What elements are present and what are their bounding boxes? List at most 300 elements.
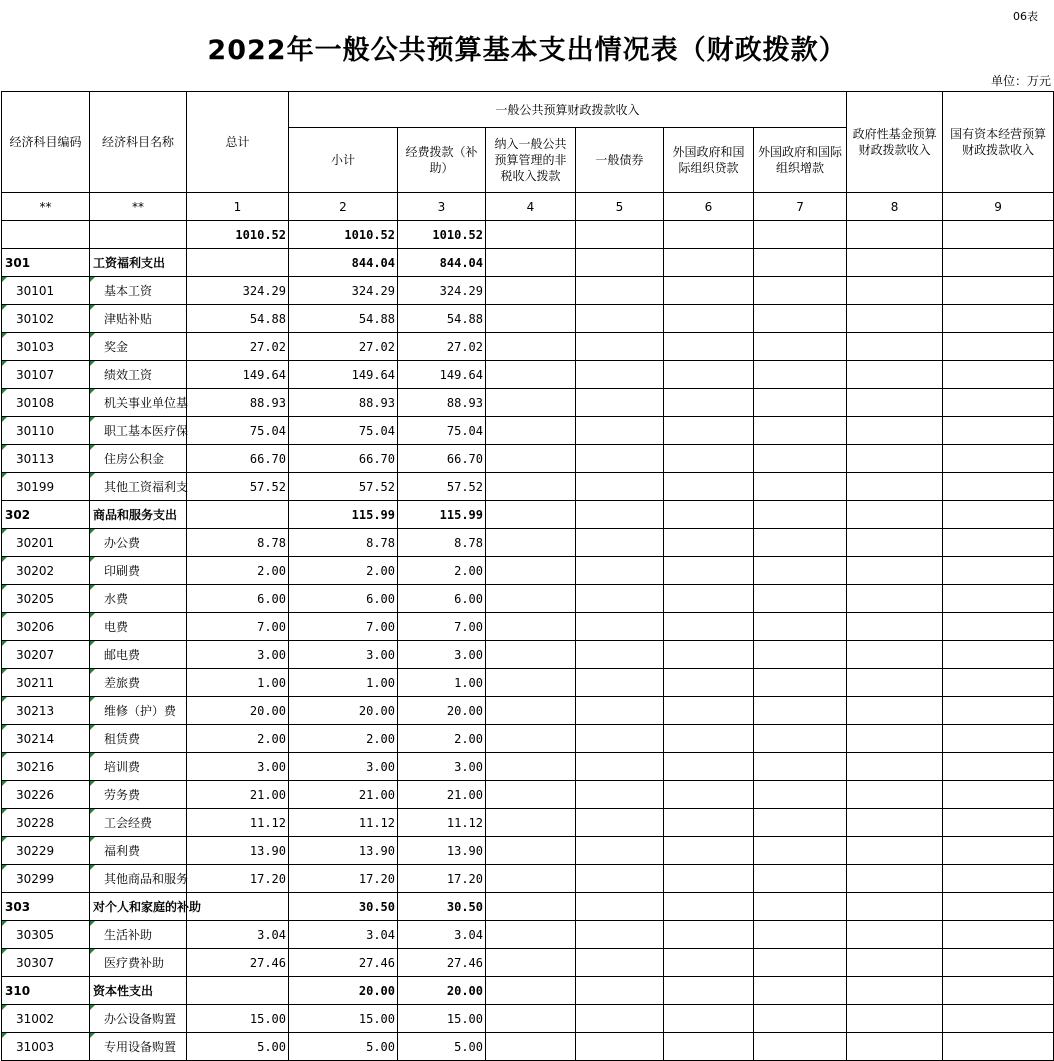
funds-cell: 54.88 bbox=[398, 305, 486, 333]
empty-cell bbox=[576, 305, 664, 333]
total-cell: 13.90 bbox=[187, 837, 289, 865]
name-cell: 劳务费 bbox=[90, 781, 187, 809]
code-cell: 30228 bbox=[2, 809, 90, 837]
empty-cell bbox=[486, 809, 576, 837]
empty-cell bbox=[486, 557, 576, 585]
empty-cell bbox=[847, 473, 943, 501]
subtotal-cell: 2.00 bbox=[289, 725, 398, 753]
empty-cell bbox=[847, 221, 943, 249]
name-cell: 绩效工资 bbox=[90, 361, 187, 389]
table-row bbox=[2, 669, 1054, 697]
total-cell: 2.00 bbox=[187, 557, 289, 585]
name-cell: 住房公积金 bbox=[90, 445, 187, 473]
name-cell: 机关事业单位基 bbox=[90, 389, 187, 417]
table-row bbox=[2, 1033, 1054, 1061]
empty-cell bbox=[847, 305, 943, 333]
empty-cell bbox=[943, 417, 1054, 445]
empty-cell bbox=[486, 781, 576, 809]
empty-cell bbox=[486, 893, 576, 921]
index-cell: 4 bbox=[486, 193, 576, 221]
empty-cell bbox=[486, 473, 576, 501]
empty-cell bbox=[847, 865, 943, 893]
empty-cell bbox=[754, 473, 847, 501]
name-cell: 商品和服务支出 bbox=[90, 501, 187, 529]
empty-cell bbox=[754, 781, 847, 809]
subtotal-cell: 20.00 bbox=[289, 977, 398, 1005]
index-cell: ** bbox=[90, 193, 187, 221]
empty-cell bbox=[486, 249, 576, 277]
subtotal-cell: 57.52 bbox=[289, 473, 398, 501]
empty-cell bbox=[943, 557, 1054, 585]
name-cell: 其他商品和服务 bbox=[90, 865, 187, 893]
empty-cell bbox=[664, 641, 754, 669]
form-number: 06表 bbox=[1013, 10, 1038, 23]
funds-cell: 57.52 bbox=[398, 473, 486, 501]
table-row bbox=[2, 277, 1054, 305]
header-funds: 经费拨款（补助） bbox=[398, 128, 486, 193]
empty-cell bbox=[664, 809, 754, 837]
empty-cell bbox=[754, 305, 847, 333]
empty-cell bbox=[754, 445, 847, 473]
empty-cell bbox=[576, 697, 664, 725]
code-cell: 30110 bbox=[2, 417, 90, 445]
total-cell: 8.78 bbox=[187, 529, 289, 557]
funds-cell: 324.29 bbox=[398, 277, 486, 305]
empty-cell bbox=[754, 641, 847, 669]
code-cell: 30107 bbox=[2, 361, 90, 389]
name-cell: 其他工资福利支 bbox=[90, 473, 187, 501]
funds-cell: 8.78 bbox=[398, 529, 486, 557]
table-row bbox=[2, 361, 1054, 389]
code-cell: 30205 bbox=[2, 585, 90, 613]
total-cell: 27.02 bbox=[187, 333, 289, 361]
empty-cell bbox=[664, 361, 754, 389]
empty-cell bbox=[486, 501, 576, 529]
empty-cell bbox=[943, 921, 1054, 949]
empty-cell bbox=[847, 977, 943, 1005]
total-cell: 3.04 bbox=[187, 921, 289, 949]
table-row bbox=[2, 1005, 1054, 1033]
table-row bbox=[2, 333, 1054, 361]
header-foreign-loan: 外国政府和国际组织贷款 bbox=[664, 128, 754, 193]
empty-cell bbox=[847, 781, 943, 809]
code-cell: 30305 bbox=[2, 921, 90, 949]
empty-cell bbox=[754, 529, 847, 557]
empty-cell bbox=[754, 865, 847, 893]
empty-cell bbox=[486, 1033, 576, 1061]
subtotal-cell: 54.88 bbox=[289, 305, 398, 333]
unit-label: 单位：万元 bbox=[990, 74, 1051, 88]
header-total: 总计 bbox=[187, 92, 289, 193]
funds-cell: 6.00 bbox=[398, 585, 486, 613]
subtotal-cell: 3.00 bbox=[289, 641, 398, 669]
empty-cell bbox=[754, 809, 847, 837]
funds-cell: 15.00 bbox=[398, 1005, 486, 1033]
code-cell: 31003 bbox=[2, 1033, 90, 1061]
table-row bbox=[2, 445, 1054, 473]
total-cell: 57.52 bbox=[187, 473, 289, 501]
empty-cell bbox=[576, 781, 664, 809]
subtotal-cell: 1010.52 bbox=[289, 221, 398, 249]
empty-cell bbox=[664, 949, 754, 977]
empty-cell bbox=[664, 893, 754, 921]
empty-cell bbox=[754, 921, 847, 949]
empty-cell bbox=[754, 1005, 847, 1033]
subtotal-cell: 88.93 bbox=[289, 389, 398, 417]
index-cell: 6 bbox=[664, 193, 754, 221]
empty-cell bbox=[486, 361, 576, 389]
total-cell: 7.00 bbox=[187, 613, 289, 641]
index-cell: 7 bbox=[754, 193, 847, 221]
name-cell: 奖金 bbox=[90, 333, 187, 361]
funds-cell: 1.00 bbox=[398, 669, 486, 697]
name-cell: 职工基本医疗保 bbox=[90, 417, 187, 445]
empty-cell bbox=[943, 613, 1054, 641]
empty-cell bbox=[943, 333, 1054, 361]
empty-cell bbox=[754, 249, 847, 277]
code-cell: 30213 bbox=[2, 697, 90, 725]
subtotal-cell: 11.12 bbox=[289, 809, 398, 837]
empty-cell bbox=[664, 333, 754, 361]
funds-cell: 75.04 bbox=[398, 417, 486, 445]
empty-cell bbox=[943, 781, 1054, 809]
subtotal-cell: 8.78 bbox=[289, 529, 398, 557]
index-cell: 5 bbox=[576, 193, 664, 221]
empty-cell bbox=[754, 1033, 847, 1061]
table-row bbox=[2, 473, 1054, 501]
empty-cell bbox=[664, 977, 754, 1005]
empty-cell bbox=[943, 305, 1054, 333]
empty-cell bbox=[664, 753, 754, 781]
subtotal-cell: 21.00 bbox=[289, 781, 398, 809]
code-cell bbox=[2, 221, 90, 249]
total-cell: 3.00 bbox=[187, 641, 289, 669]
empty-cell bbox=[664, 725, 754, 753]
empty-cell bbox=[754, 221, 847, 249]
empty-cell bbox=[486, 1005, 576, 1033]
subtotal-cell: 844.04 bbox=[289, 249, 398, 277]
empty-cell bbox=[664, 613, 754, 641]
empty-cell bbox=[576, 921, 664, 949]
empty-cell bbox=[943, 977, 1054, 1005]
header-gov-fund: 政府性基金预算财政拨款收入 bbox=[847, 92, 943, 193]
subtotal-cell: 2.00 bbox=[289, 557, 398, 585]
total-cell: 17.20 bbox=[187, 865, 289, 893]
empty-cell bbox=[576, 277, 664, 305]
total-cell: 27.46 bbox=[187, 949, 289, 977]
total-cell bbox=[187, 249, 289, 277]
funds-cell: 3.04 bbox=[398, 921, 486, 949]
empty-cell bbox=[486, 333, 576, 361]
total-cell: 6.00 bbox=[187, 585, 289, 613]
total-cell: 66.70 bbox=[187, 445, 289, 473]
table-row bbox=[2, 613, 1054, 641]
header-subtotal: 小计 bbox=[289, 128, 398, 193]
empty-cell bbox=[754, 949, 847, 977]
code-cell: 30299 bbox=[2, 865, 90, 893]
code-cell: 30199 bbox=[2, 473, 90, 501]
empty-cell bbox=[576, 389, 664, 417]
empty-cell bbox=[576, 1005, 664, 1033]
empty-cell bbox=[576, 529, 664, 557]
subtotal-cell: 17.20 bbox=[289, 865, 398, 893]
code-cell: 30214 bbox=[2, 725, 90, 753]
header-foreign-grant: 外国政府和国际组织增款 bbox=[754, 128, 847, 193]
index-row bbox=[2, 193, 1054, 221]
code-cell: 30108 bbox=[2, 389, 90, 417]
empty-cell bbox=[754, 501, 847, 529]
total-cell: 88.93 bbox=[187, 389, 289, 417]
funds-cell: 66.70 bbox=[398, 445, 486, 473]
subtotal-cell: 27.46 bbox=[289, 949, 398, 977]
funds-cell: 11.12 bbox=[398, 809, 486, 837]
table-row bbox=[2, 529, 1054, 557]
empty-cell bbox=[847, 417, 943, 445]
table-row bbox=[2, 753, 1054, 781]
subtotal-cell: 149.64 bbox=[289, 361, 398, 389]
name-cell: 工资福利支出 bbox=[90, 249, 187, 277]
code-cell: 302 bbox=[2, 501, 90, 529]
name-cell: 生活补助 bbox=[90, 921, 187, 949]
empty-cell bbox=[943, 753, 1054, 781]
empty-cell bbox=[754, 697, 847, 725]
empty-cell bbox=[664, 529, 754, 557]
funds-cell: 3.00 bbox=[398, 641, 486, 669]
code-cell: 30307 bbox=[2, 949, 90, 977]
empty-cell bbox=[943, 585, 1054, 613]
empty-cell bbox=[847, 921, 943, 949]
empty-cell bbox=[847, 333, 943, 361]
empty-cell bbox=[754, 837, 847, 865]
empty-cell bbox=[943, 697, 1054, 725]
total-cell: 1.00 bbox=[187, 669, 289, 697]
empty-cell bbox=[576, 753, 664, 781]
total-cell bbox=[187, 977, 289, 1005]
empty-cell bbox=[754, 277, 847, 305]
subtotal-cell: 75.04 bbox=[289, 417, 398, 445]
empty-cell bbox=[664, 501, 754, 529]
empty-cell bbox=[847, 837, 943, 865]
empty-cell bbox=[847, 361, 943, 389]
category-row bbox=[2, 893, 1054, 921]
empty-cell bbox=[576, 333, 664, 361]
table-row bbox=[2, 781, 1054, 809]
empty-cell bbox=[754, 417, 847, 445]
index-cell: 3 bbox=[398, 193, 486, 221]
index-cell: 1 bbox=[187, 193, 289, 221]
empty-cell bbox=[486, 277, 576, 305]
budget-table bbox=[1, 91, 1054, 1061]
code-cell: 30211 bbox=[2, 669, 90, 697]
empty-cell bbox=[943, 277, 1054, 305]
empty-cell bbox=[754, 977, 847, 1005]
empty-cell bbox=[943, 865, 1054, 893]
empty-cell bbox=[486, 417, 576, 445]
header-name: 经济科目名称 bbox=[90, 92, 187, 193]
code-cell: 30206 bbox=[2, 613, 90, 641]
empty-cell bbox=[664, 697, 754, 725]
code-cell: 31002 bbox=[2, 1005, 90, 1033]
header-row-1 bbox=[2, 92, 1054, 128]
empty-cell bbox=[664, 921, 754, 949]
empty-cell bbox=[754, 613, 847, 641]
empty-cell bbox=[847, 1033, 943, 1061]
funds-cell: 21.00 bbox=[398, 781, 486, 809]
total-cell: 15.00 bbox=[187, 1005, 289, 1033]
funds-cell: 2.00 bbox=[398, 725, 486, 753]
table-row bbox=[2, 697, 1054, 725]
funds-cell: 20.00 bbox=[398, 977, 486, 1005]
name-cell: 津贴补贴 bbox=[90, 305, 187, 333]
empty-cell bbox=[576, 557, 664, 585]
total-row bbox=[2, 221, 1054, 249]
empty-cell bbox=[664, 305, 754, 333]
empty-cell bbox=[847, 249, 943, 277]
name-cell: 水费 bbox=[90, 585, 187, 613]
empty-cell bbox=[664, 585, 754, 613]
empty-cell bbox=[576, 865, 664, 893]
subtotal-cell: 5.00 bbox=[289, 1033, 398, 1061]
empty-cell bbox=[576, 417, 664, 445]
empty-cell bbox=[576, 641, 664, 669]
empty-cell bbox=[664, 473, 754, 501]
name-cell: 差旅费 bbox=[90, 669, 187, 697]
empty-cell bbox=[943, 837, 1054, 865]
code-cell: 30102 bbox=[2, 305, 90, 333]
empty-cell bbox=[847, 501, 943, 529]
empty-cell bbox=[486, 949, 576, 977]
subtotal-cell: 7.00 bbox=[289, 613, 398, 641]
empty-cell bbox=[576, 585, 664, 613]
header-nontax: 纳入一般公共预算管理的非税收入拨款 bbox=[486, 128, 576, 193]
empty-cell bbox=[847, 613, 943, 641]
subtotal-cell: 115.99 bbox=[289, 501, 398, 529]
empty-cell bbox=[576, 221, 664, 249]
empty-cell bbox=[486, 977, 576, 1005]
empty-cell bbox=[754, 557, 847, 585]
empty-cell bbox=[847, 445, 943, 473]
empty-cell bbox=[943, 249, 1054, 277]
total-cell: 5.00 bbox=[187, 1033, 289, 1061]
empty-cell bbox=[754, 753, 847, 781]
empty-cell bbox=[754, 585, 847, 613]
code-cell: 30226 bbox=[2, 781, 90, 809]
subtotal-cell: 6.00 bbox=[289, 585, 398, 613]
empty-cell bbox=[664, 1005, 754, 1033]
empty-cell bbox=[486, 389, 576, 417]
category-row bbox=[2, 249, 1054, 277]
index-cell: 2 bbox=[289, 193, 398, 221]
total-cell: 75.04 bbox=[187, 417, 289, 445]
header-general-group: 一般公共预算财政拨款收入 bbox=[289, 92, 847, 128]
table-row bbox=[2, 809, 1054, 837]
empty-cell bbox=[754, 669, 847, 697]
empty-cell bbox=[943, 949, 1054, 977]
code-cell: 303 bbox=[2, 893, 90, 921]
name-cell: 专用设备购置 bbox=[90, 1033, 187, 1061]
empty-cell bbox=[847, 893, 943, 921]
code-cell: 30202 bbox=[2, 557, 90, 585]
name-cell: 福利费 bbox=[90, 837, 187, 865]
table-row bbox=[2, 389, 1054, 417]
empty-cell bbox=[943, 725, 1054, 753]
page-title: 2022年一般公共预算基本支出情况表（财政拨款） bbox=[207, 35, 847, 66]
name-cell: 维修（护）费 bbox=[90, 697, 187, 725]
empty-cell bbox=[943, 389, 1054, 417]
empty-cell bbox=[486, 305, 576, 333]
code-cell: 30101 bbox=[2, 277, 90, 305]
empty-cell bbox=[576, 361, 664, 389]
subtotal-cell: 3.04 bbox=[289, 921, 398, 949]
header-state-capital: 国有资本经营预算财政拨款收入 bbox=[943, 92, 1054, 193]
empty-cell bbox=[847, 809, 943, 837]
code-cell: 310 bbox=[2, 977, 90, 1005]
category-row bbox=[2, 977, 1054, 1005]
funds-cell: 3.00 bbox=[398, 753, 486, 781]
total-cell: 11.12 bbox=[187, 809, 289, 837]
index-cell: ** bbox=[2, 193, 90, 221]
name-cell: 电费 bbox=[90, 613, 187, 641]
empty-cell bbox=[576, 893, 664, 921]
funds-cell: 88.93 bbox=[398, 389, 486, 417]
name-cell: 资本性支出 bbox=[90, 977, 187, 1005]
subtotal-cell: 20.00 bbox=[289, 697, 398, 725]
empty-cell bbox=[847, 753, 943, 781]
empty-cell bbox=[576, 501, 664, 529]
total-cell bbox=[187, 501, 289, 529]
empty-cell bbox=[576, 445, 664, 473]
table-row bbox=[2, 641, 1054, 669]
total-cell: 2.00 bbox=[187, 725, 289, 753]
empty-cell bbox=[664, 221, 754, 249]
index-cell: 9 bbox=[943, 193, 1054, 221]
funds-cell: 844.04 bbox=[398, 249, 486, 277]
empty-cell bbox=[576, 977, 664, 1005]
subtotal-cell: 324.29 bbox=[289, 277, 398, 305]
empty-cell bbox=[664, 249, 754, 277]
empty-cell bbox=[576, 949, 664, 977]
total-cell bbox=[187, 893, 289, 921]
code-cell: 30216 bbox=[2, 753, 90, 781]
funds-cell: 13.90 bbox=[398, 837, 486, 865]
subtotal-cell: 27.02 bbox=[289, 333, 398, 361]
empty-cell bbox=[847, 389, 943, 417]
table-row bbox=[2, 921, 1054, 949]
total-cell: 21.00 bbox=[187, 781, 289, 809]
name-cell: 邮电费 bbox=[90, 641, 187, 669]
table-row bbox=[2, 417, 1054, 445]
empty-cell bbox=[754, 361, 847, 389]
empty-cell bbox=[576, 837, 664, 865]
table-row bbox=[2, 557, 1054, 585]
name-cell bbox=[90, 221, 187, 249]
empty-cell bbox=[664, 277, 754, 305]
empty-cell bbox=[943, 1005, 1054, 1033]
empty-cell bbox=[664, 781, 754, 809]
empty-cell bbox=[943, 669, 1054, 697]
empty-cell bbox=[847, 557, 943, 585]
empty-cell bbox=[664, 837, 754, 865]
funds-cell: 20.00 bbox=[398, 697, 486, 725]
code-cell: 301 bbox=[2, 249, 90, 277]
empty-cell bbox=[943, 1033, 1054, 1061]
total-cell: 3.00 bbox=[187, 753, 289, 781]
name-cell: 印刷费 bbox=[90, 557, 187, 585]
empty-cell bbox=[847, 1005, 943, 1033]
empty-cell bbox=[486, 921, 576, 949]
empty-cell bbox=[486, 529, 576, 557]
funds-cell: 149.64 bbox=[398, 361, 486, 389]
